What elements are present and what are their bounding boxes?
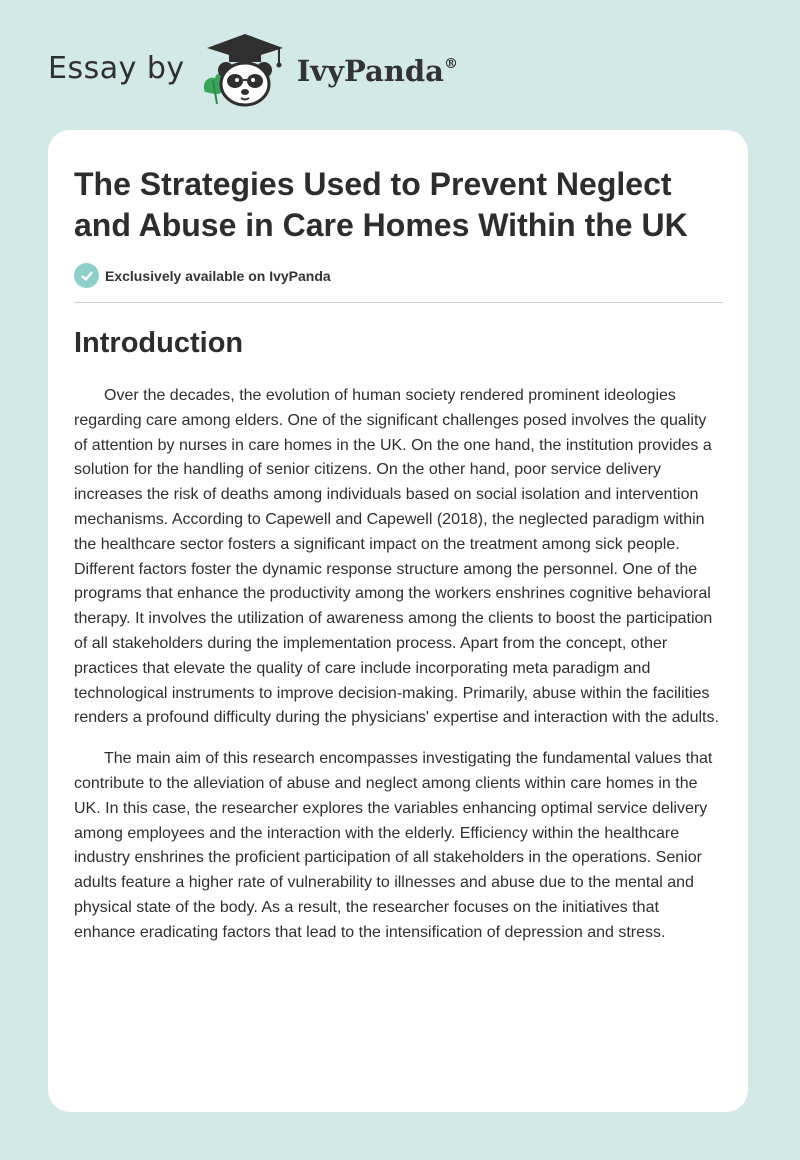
paragraph: Over the decades, the evolution of human society rendered prominent ideologies regarding care among elders. One of the significant challenges posed involves the quality of attention by nurses in care homes in the UK. On the one hand, the institution provides a solution for the handling of senior citizens. On the other hand, poor service delivery increases the risk of deaths among individuals based on social isolation and intervention mechanisms. According to Capewell and Capewell (2018), the neglected paradigm within the healthcare sector fosters a significant impact on the treatment among sick people. Different factors foster the dynamic response structure among the personnel. One of the programs that enhance the productivity among the workers enshrines cognitive behavioral therapy. It involves the utilization of awareness among the clients to boost the participation of all stakeholders during the implementation process. Apart from the concept, other practices that elevate the quality of care include incorporating meta paradigm and technological instruments to improve decision-making. Primarily, abuse within the facilities renders a profound difficulty during the physicians' expertise and interaction with the adults. (74, 387, 719, 727)
section-heading: Introduction (74, 327, 244, 359)
site-header (48, 30, 458, 110)
essay-body (74, 384, 724, 946)
divider (74, 302, 723, 303)
availability-badge (74, 263, 331, 288)
essay-by-label: Essay by (48, 50, 185, 86)
brand-name[interactable]: IvyPanda® (296, 54, 458, 88)
panda-logo-icon[interactable] (199, 30, 291, 110)
badge-label: Exclusively available on IvyPanda (105, 267, 331, 284)
essay-card (48, 130, 748, 1112)
check-icon (74, 263, 99, 288)
paragraph: The main aim of this research encompasses investigating the fundamental values that contribute to the alleviation of abuse and neglect among clients within care homes in the UK. In this case, the researcher explores the variables enhancing optimal service delivery among employees and the interaction with the elderly. Efficiency within the healthcare industry enshrines the proficient participation of all stakeholders in the operations. Senior adults feature a higher rate of vulnerability to illnesses and abuse due to the mental and physical state of the body. As a result, the researcher focuses on the initiatives that enhance eradicating factors that lead to the intensification of depression and stress. (74, 750, 713, 941)
page-title: The Strategies Used to Prevent Neglect and Abuse in Care Homes Within the UK (74, 166, 688, 243)
